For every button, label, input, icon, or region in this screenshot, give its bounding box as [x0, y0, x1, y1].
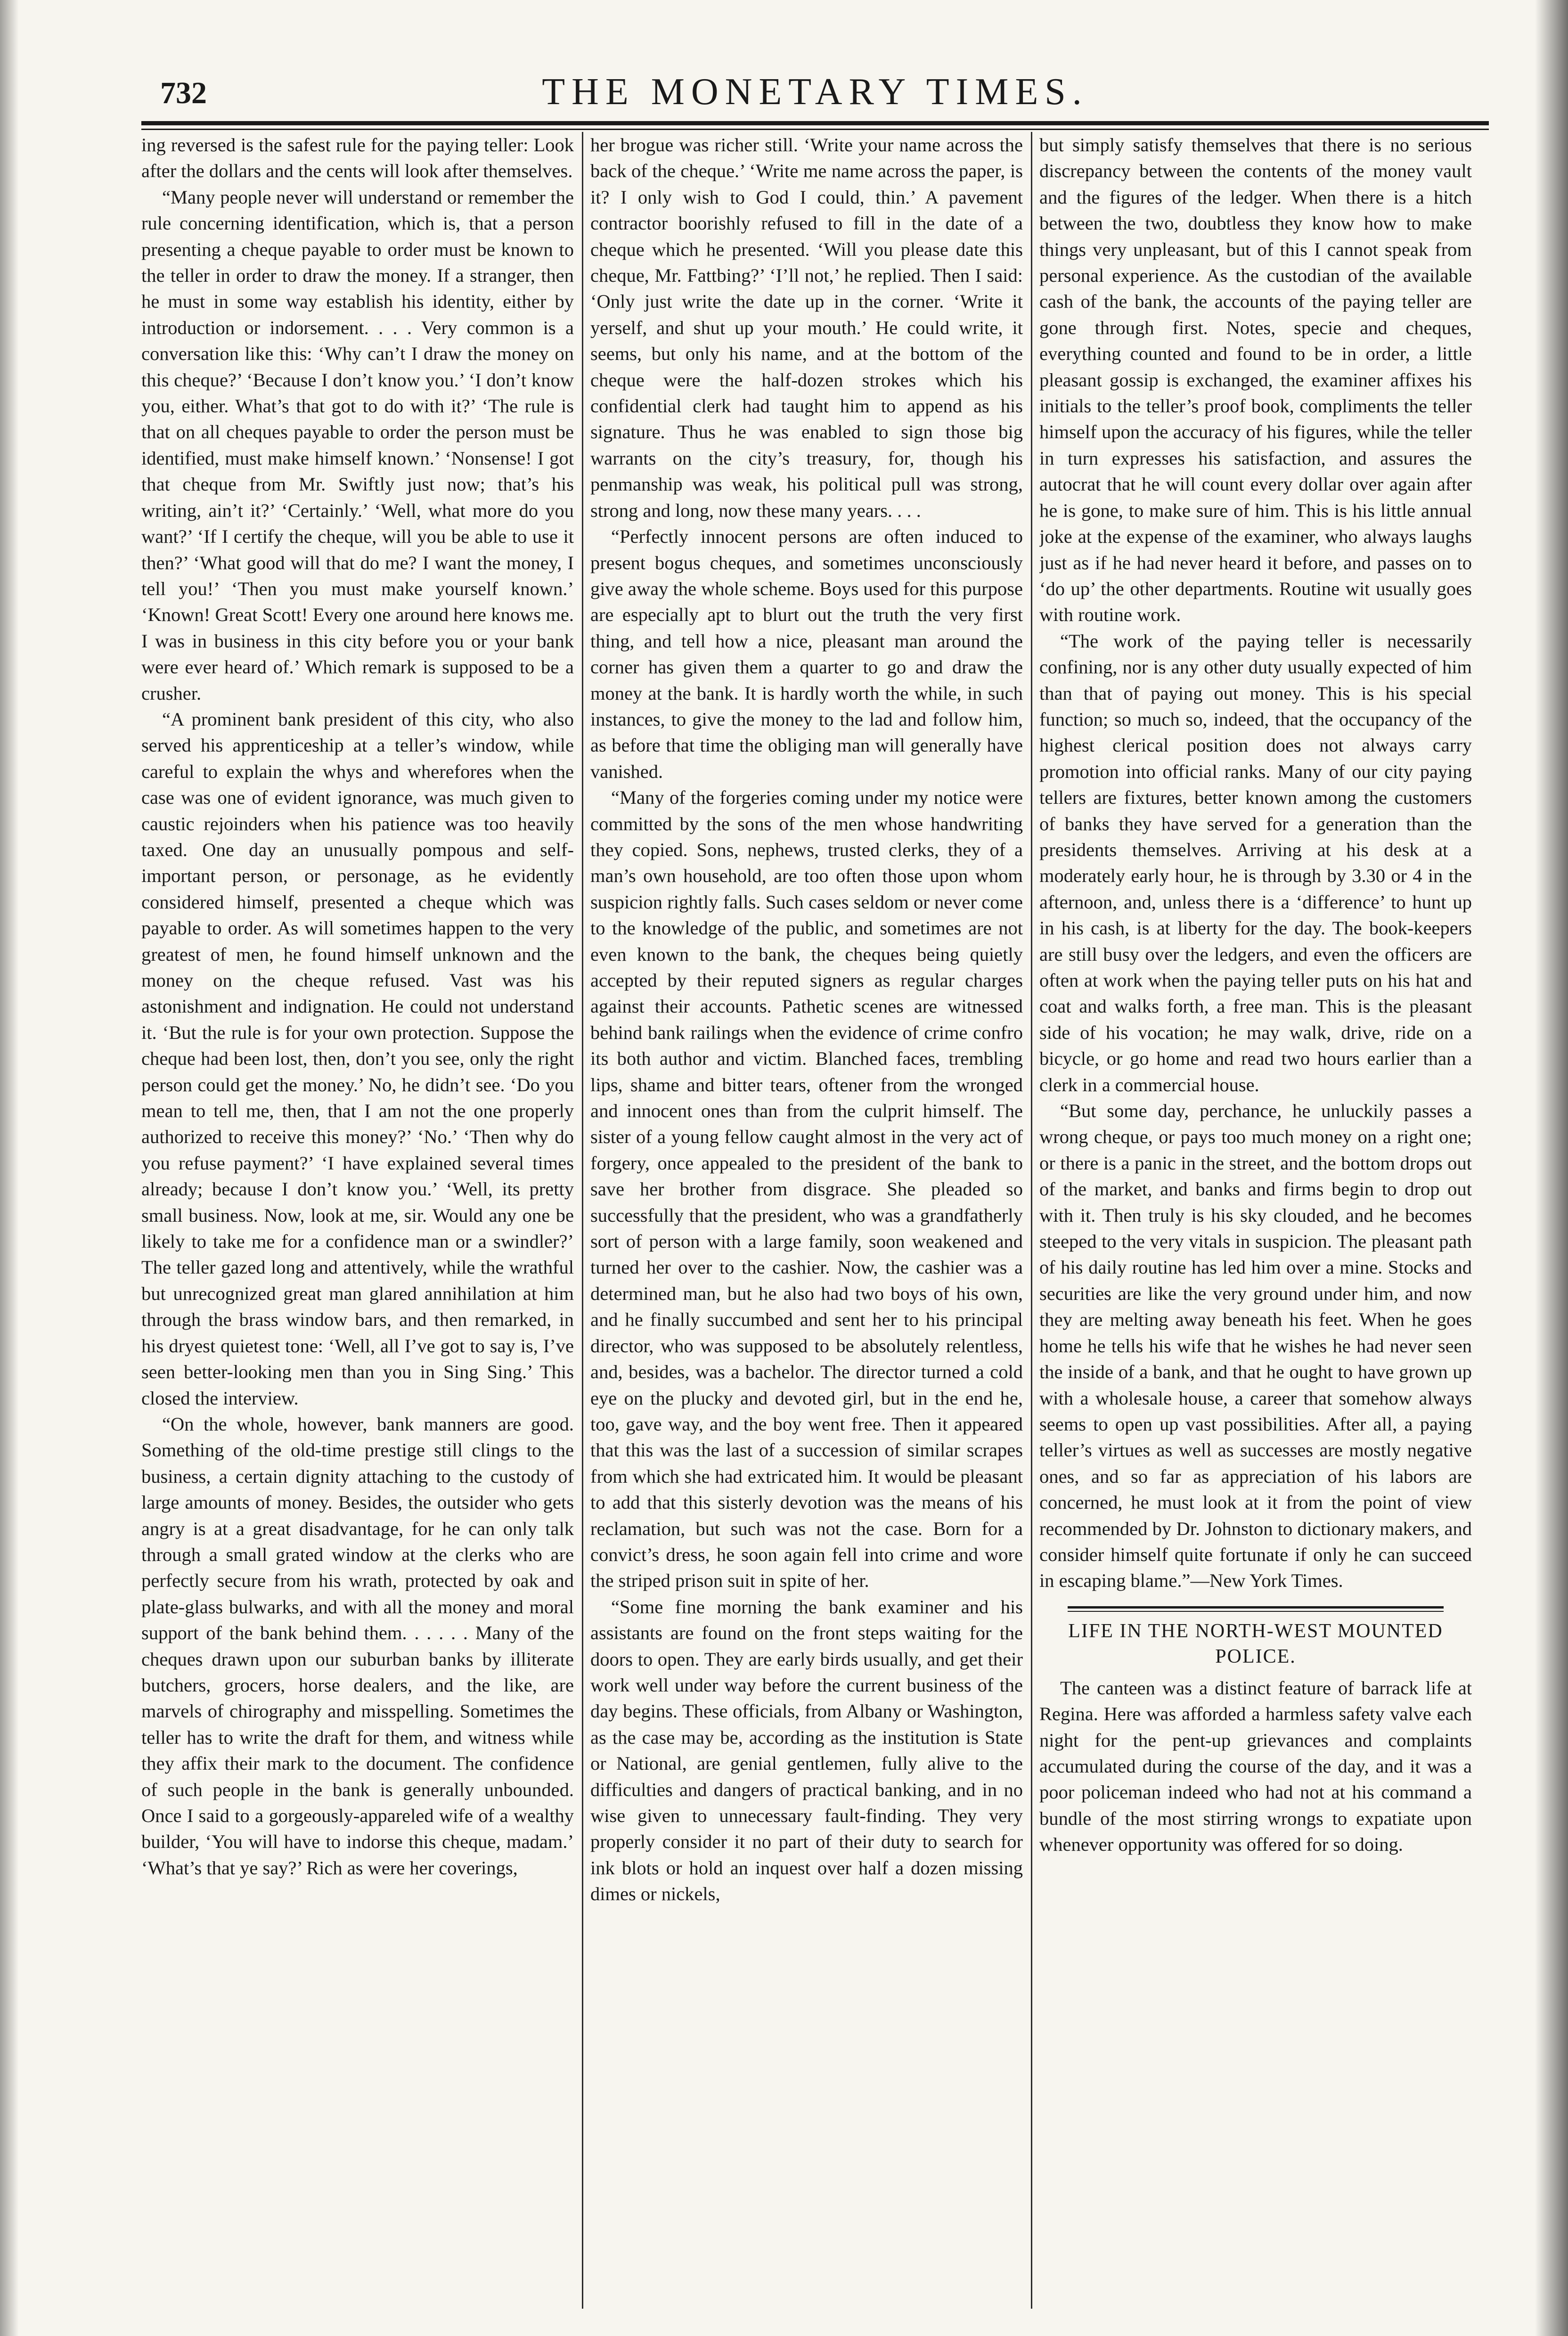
paragraph: “Some fine morning the bank examiner and his assistants are found on the front steps waiting for the doors to open. They are early birds usually, and get their work well under way before the current business of the day begins. These officials, from Albany or Washington, as the case may be, according as the institution is State or National, are genial gentlemen, fully alive to the difficulties and dangers of practical banking, and in no wise given to unnecessary fault-finding. They very properly consider it no part of their duty to search for ink blots or hold an inquest over half a dozen missing dimes or nickels,: [590, 1596, 1023, 1905]
paragraph: “Many of the forgeries coming under my notice were committed by the sons of the men whose handwriting they copied. Sons, nephews, trusted clerks, they of a man’s own household, are too often those upon whom suspicion rightly falls. Such cases seldom or never come to the knowledge of the public, and sometimes are not even known to the bank, the cheques being quietly accepted by their reputed signers as regular charges against their accounts. Pathetic scenes are witnessed behind bank railings when the evidence of crime confro its both author and victim. Blanched faces, trembling lips, shame and bitter tears, oftener from the wronged and innocent ones than from the culprit himself. The sister of a young fellow caught almost in the very act of forgery, once appealed to the president of the bank to save her brother from disgrace. She pleaded so successfully that the president, who was a grandfatherly sort of person with a large family, soon weakened and turned her over to the cashier. Now, the cashier was a determined man, but he also had two boys of his own, and he finally succumbed and sent her to his principal director, who was supposed to be absolutely relentless, and, besides, was a bachelor. The director turned a cold eye on the plucky and devoted girl, but in the end he, too, gave way, and the boy went free. Then it appeared that this was the last of a succession of similar scrapes from which she had extricated him. It would be pleasant to add that this sisterly devotion was the means of his reclamation, but such was not the case. Born for a convict’s dress, he soon again fell into crime and wore the striped prison suit in spite of her.: [590, 787, 1023, 1592]
scan-right-edge-shadow: [1535, 0, 1568, 2336]
section-heading: LIFE IN THE NORTH-WEST MOUNTED POLICE.: [1068, 1620, 1443, 1667]
section-rule: [1068, 1611, 1444, 1612]
column-2: [590, 132, 1023, 2309]
paragraph: “Perfectly innocent persons are often induced to present bogus cheques, and sometimes unconsciously give away the whole scheme. Boys used for this purpose are especially apt to blurt out the truth the very first thing, and tell how a nice, pleasant man around the corner has given them a quarter to go and draw the money at the bank. It is hardly worth the while, in such instances, to give the money to the lad and follow him, as before that time the obliging man will generally have vanished.: [590, 526, 1023, 782]
masthead-title: THE MONETARY TIMES.: [542, 71, 1088, 113]
scan-left-edge: [0, 0, 19, 2336]
paragraph: “A prominent bank president of this city, who also served his apprenticeship at a teller’s window, while careful to explain the whys and wherefores when the case was one of evident ignorance, was much given to caustic rejoinders when his patience was too heavily taxed. One day an unusually pompous and self-important person, or personage, as he evidently considered himself, presented a cheque which was payable to order. As will sometimes happen to the very greatest of men, he found himself unknown and the money on the cheque refused. Vast was his astonishment and indignation. He could not understand it. ‘But the rule is for your own protection. Suppose the cheque had been lost, then, don’t you see, only the right person could get the money.’ No, he didn’t see. ‘Do you mean to tell me, then, that I am not the one properly authorized to receive this money?’ ‘No.’ ‘Then why do you refuse payment?’ ‘I have explained several times already; because I don’t know you.’ ‘Well, its pretty small business. Now, look at me, sir. Would any one be likely to take me for a confidence man or a swindler?’ The teller gazed long and attentively, while the wrathful but unrecognized great man glared annihilation at him through the brass window bars, and then remarked, in his dryest quietest tone: ‘Well, all I’ve got to say is, I’ve seen better-looking men than you in Sing Sing.’ This closed the interview.: [141, 708, 574, 1409]
column-3: [1039, 132, 1472, 2309]
header-rule-thick: [141, 121, 1489, 125]
paragraph: “But some day, perchance, he unluckily passes a wrong cheque, or pays too much money on a right one; or there is a panic in the street, and the bottom drops out of the market, and banks and firms begin to drop out with it. Then truly is his sky clouded, and he becomes steeped to the very vitals in suspicion. The pleasant path of his daily routine has led him over a mine. Stocks and securities are like the very ground under him, and now they are melting away beneath his feet. When he goes home he tells his wife that he wishes he had never seen the inside of a bank, and that he ought to have grown up with a wholesale house, a career that somehow always seems to open up vast possibilities. After all, a paying teller’s virtues as well as successes are mostly negative ones, and so far as appreciation of his labors are concerned, he must look at it from the point of view recommended by Dr. Johnston to dictionary makers, and consider himself quite fortunate if only he can succeed in escaping blame.”—New York Times.: [1039, 1100, 1472, 1592]
header-rule-thin: [141, 129, 1489, 130]
page-header: [141, 71, 1489, 120]
paragraph: “Many people never will understand or remember the rule concerning identification, which is, that a person presenting a cheque payable to order must be known to the teller in order to draw the money. If a stranger, then he must in some way establish his identity, either by introduction or indorsement. . . . Very common is a conversation like this: ‘Why can’t I draw the money on this cheque?’ ‘Because I don’t know you.’ ‘I don’t know you, either. What’s that got to do with it?’ ‘The rule is that on all cheques payable to order the person must be identified, must make himself known.’ ‘Nonsense! I got that cheque from Mr. Swiftly just now; that’s his writing, ain’t it?’ ‘Certainly.’ ‘Well, what more do you want?’ ‘If I certify the cheque, will you be able to use it then?’ ‘What good will that do me? I want the money, I tell you!’ ‘Then you must make yourself known.’ ‘Known! Great Scott! Every one around here knows me. I was in business in this city before you or your bank were ever heard of.’ Which remark is supposed to be a crusher.: [141, 186, 574, 704]
page-number: 732: [160, 76, 207, 110]
paragraph: ing reversed is the safest rule for the paying teller: Look after the dollars and the cents will look after themselves.: [141, 134, 574, 182]
paragraph: The canteen was a distinct feature of barrack life at Regina. Here was afforded a harmless safety valve each night for the pent-up grievances and complaints accumulated during the course of the day, and it was a poor policeman indeed who had not at his command a bundle of the most stirring wrongs to expatiate upon whenever opportunity was offered for so doing.: [1039, 1677, 1472, 1855]
paragraph: but simply satisfy themselves that there is no serious discrepancy between the contents of the money vault and the figures of the ledger. When there is a hitch between the two, doubtless they know how to make things very unpleasant, but of this I cannot speak from personal experience. As the custodian of the available cash of the bank, the accounts of the paying teller are gone through first. Notes, specie and cheques, everything counted and found to be in order, a little pleasant gossip is exchanged, the examiner affixes his initials to the teller’s proof book, compliments the teller himself upon the accuracy of his figures, while the teller in turn expresses his satisfaction, and assures the autocrat that he will count every dollar over again after he is gone, to make sure of him. This is his little annual joke at the expense of the examiner, who always laughs just as if he had never heard it before, and passes on to ‘do up’ the other departments. Routine wit usually goes with routine work.: [1039, 134, 1472, 626]
newspaper-page: [141, 71, 1489, 2313]
article-columns: [141, 132, 1489, 2309]
column-1: [141, 132, 574, 2309]
paragraph: “On the whole, however, bank manners are good. Something of the old-time prestige still clings to the business, a certain dignity attaching to the custody of large amounts of money. Besides, the outsider who gets angry is at a great disadvantage, for he can only talk through a small grated window at the clerks who are perfectly secure from his wrath, protected by oak and plate-glass bulwarks, and with all the money and moral support of the bank behind them. . . . . . Many of the cheques drawn upon our suburban banks by illiterate butchers, grocers, horse dealers, and the like, are marvels of chirography and misspelling. Sometimes the teller has to write the draft for them, and witness while they affix their mark to the document. The confidence of such people in the bank is generally unbounded. Once I said to a gorgeously-appareled wife of a wealthy builder, ‘You will have to indorse this cheque, madam.’ ‘What’s that ye say?’ Rich as were her coverings,: [141, 1413, 574, 1879]
paragraph: “The work of the paying teller is necessarily confining, nor is any other duty usually expected of him than that of paying out money. This is his special function; so much so, indeed, that the occupancy of the highest clerical position does not always carry promotion into official ranks. Many of our city paying tellers are fixtures, better known among the customers of banks they have served for a generation than the presidents themselves. Arriving at his desk at a moderately early hour, he is through by 3.30 or 4 in the afternoon, and, unless there is a ‘difference’ to hunt up in his cash, is at liberty for the day. The book-keepers are still busy over the ledgers, and even the officers are often at work when the paying teller puts on his hat and coat and walks forth, a free man. This is the pleasant side of his vocation; he may walk, drive, ride on a bicycle, or go home and read two hours earlier than a clerk in a commercial house.: [1039, 630, 1472, 1095]
section-rule: [1068, 1606, 1444, 1609]
paragraph: her brogue was richer still. ‘Write your name across the back of the cheque.’ ‘Write me name across the paper, is it? I only wish to God I could, thin.’ A pavement contractor boorishly refused to fill in the date of a cheque which he presented. ‘Will you please date this cheque, Mr. Fattbing?’ ‘I’ll not,’ he replied. Then I said: ‘Only just write the date up in the corner. ‘Write it yerself, and shut up your mouth.’ He could write, it seems, but only his name, and at the bottom of the cheque were the half-dozen strokes which his confidential clerk had taught him to append as his signature. Thus he was enabled to sign those big warrants on the city’s treasury, for, though his penmanship was weak, his political pull was strong, strong and long, now these many years. . . .: [590, 134, 1023, 521]
